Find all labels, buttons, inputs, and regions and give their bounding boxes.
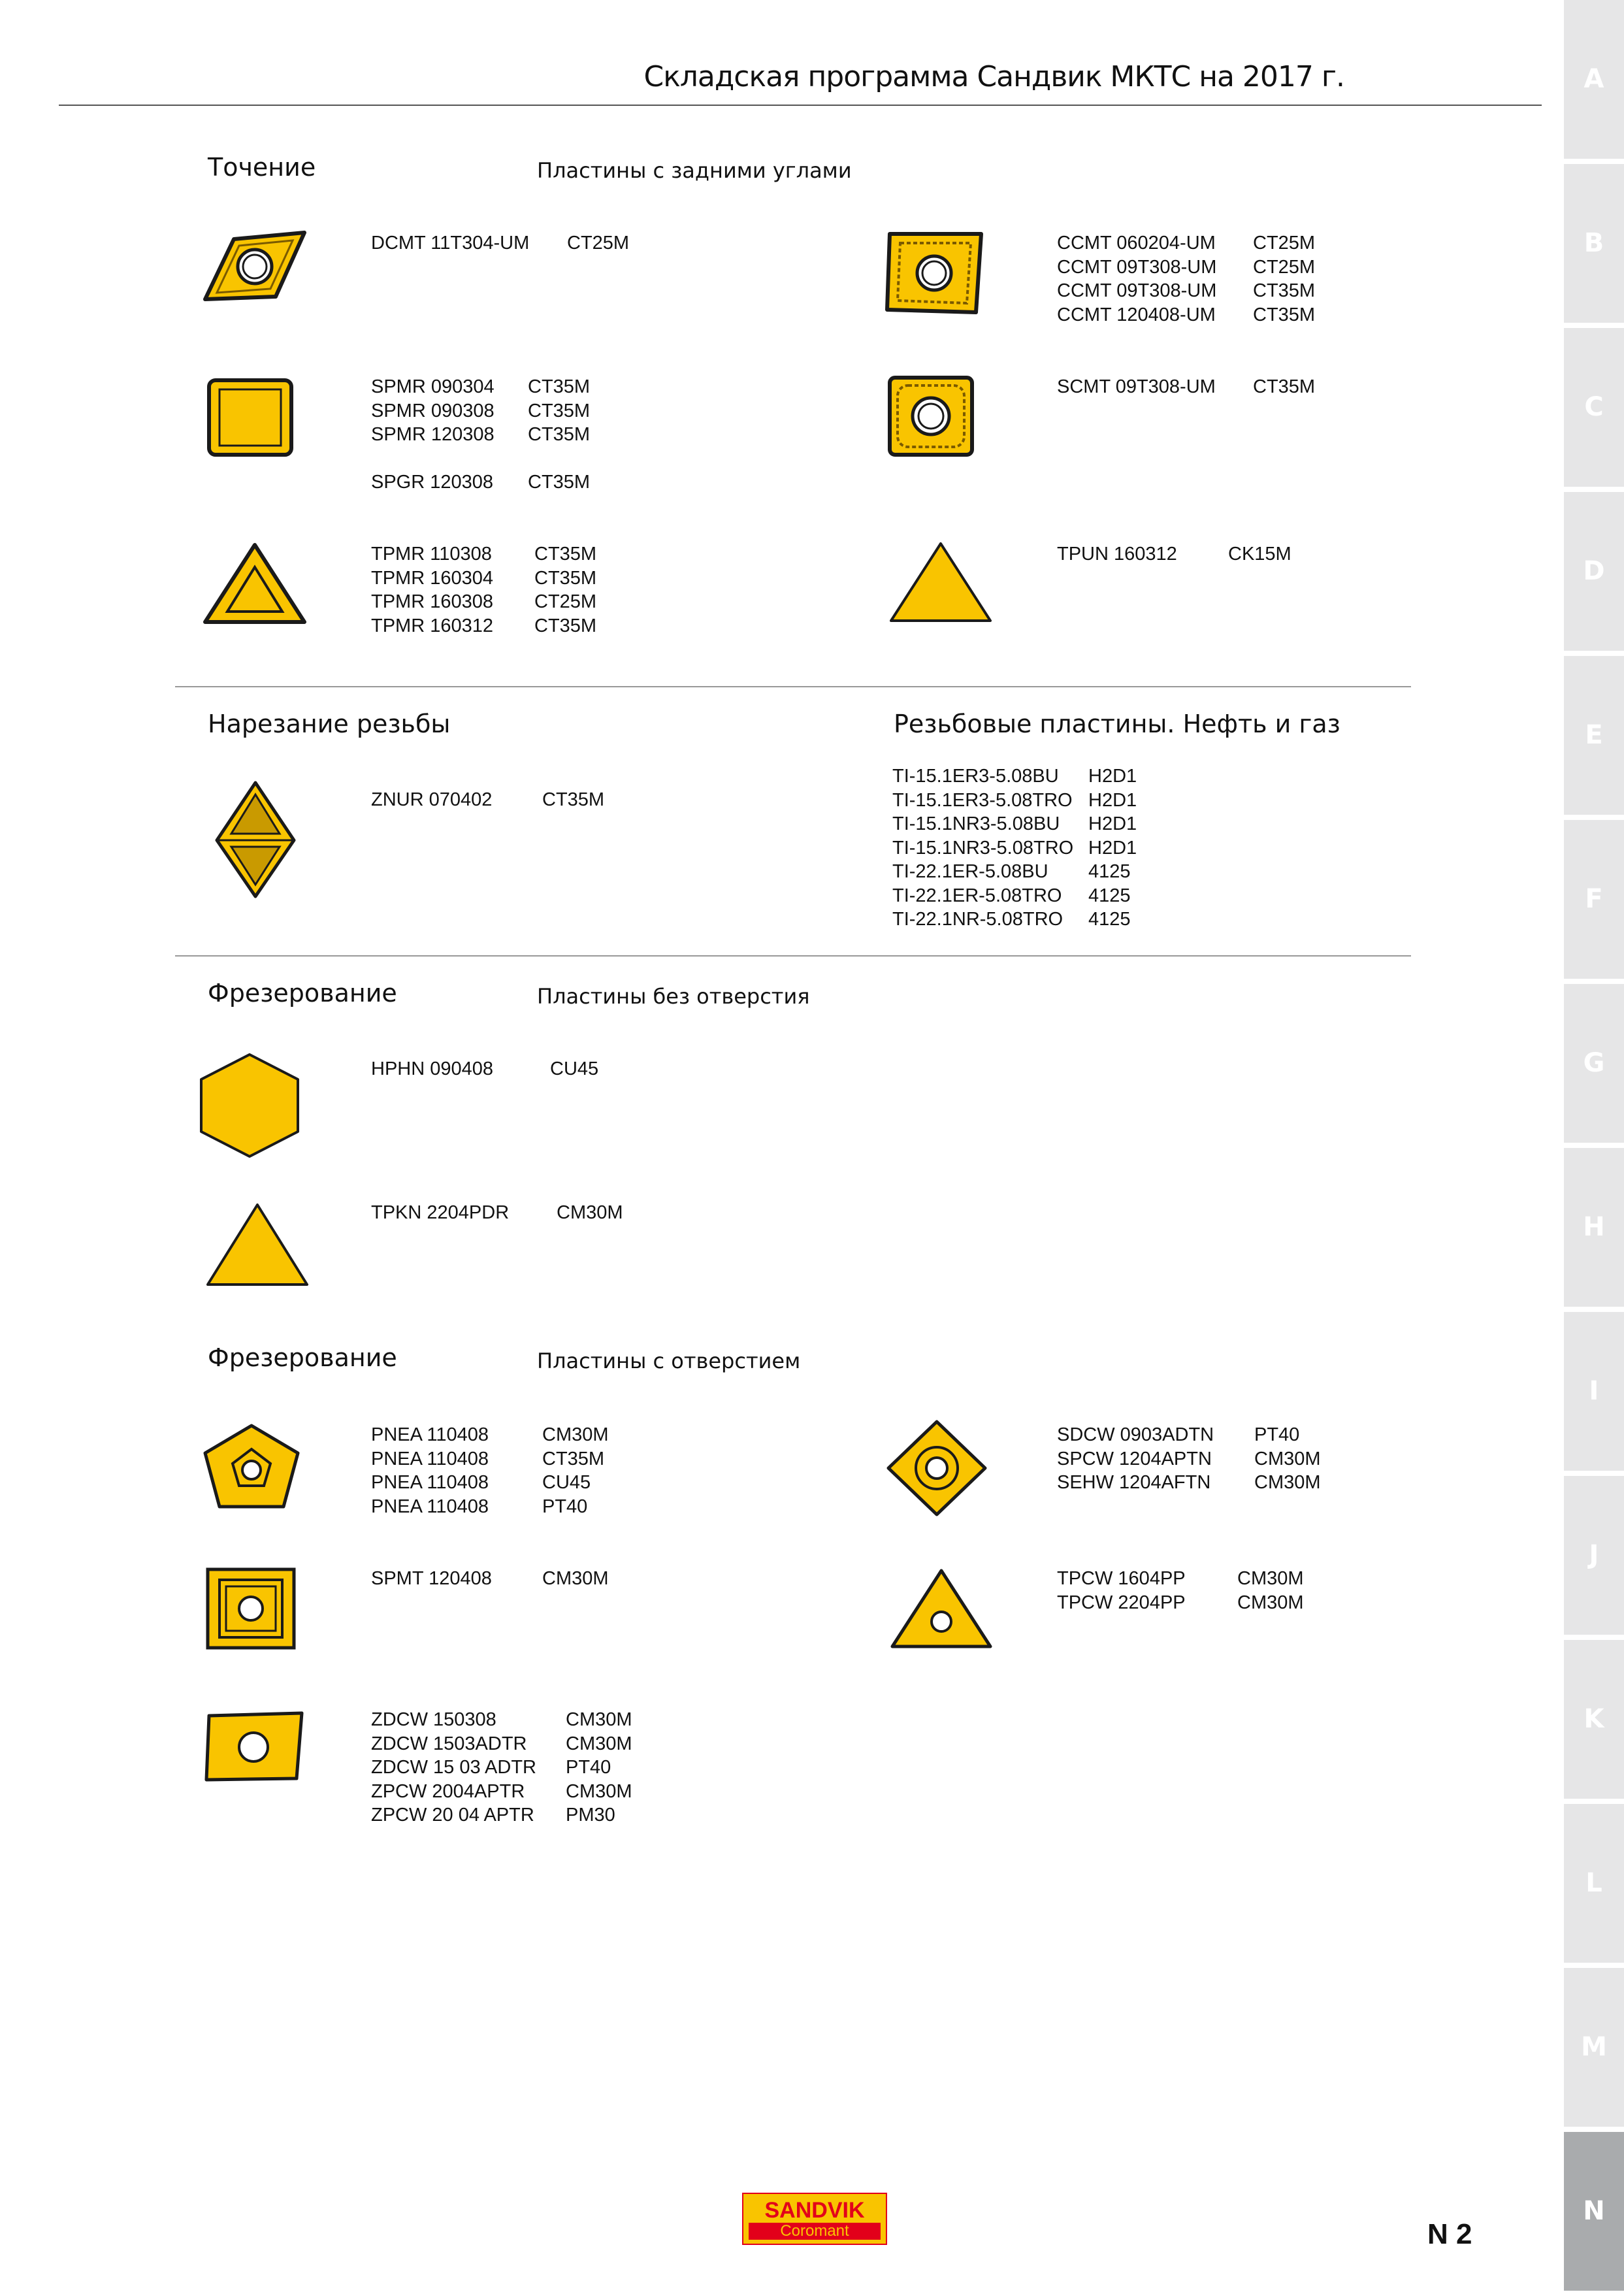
insert-code: TPUN 160312 — [1057, 544, 1177, 565]
insert-code: TI-15.1ER3-5.08BU — [892, 766, 1059, 787]
insert-grade: 4125 — [1088, 861, 1131, 882]
insert-row — [371, 1803, 632, 1827]
insert-grade: H2D1 — [1088, 766, 1137, 787]
insert-grade: CT35M — [1253, 280, 1316, 301]
insert-code: ZNUR 070402 — [371, 789, 493, 810]
insert-grade: 4125 — [1088, 909, 1131, 930]
insert-code: SPCW 1204APTN — [1057, 1448, 1212, 1469]
hphn-insert-image — [199, 1052, 300, 1159]
insert-code: CCMT 09T308-UM — [1057, 280, 1217, 301]
insert-grade: PT40 — [1254, 1424, 1300, 1445]
tpkn-insert-image — [205, 1201, 310, 1290]
insert-grade: CK15M — [1228, 544, 1291, 565]
pnea-insert-image — [203, 1423, 300, 1511]
insert-grade: CT35M — [528, 400, 591, 421]
page-header-title: Складская программа Сандвик МКТС на 2017 г. — [643, 60, 1344, 93]
insert-row — [371, 1057, 598, 1081]
insert-code: SPMR 090308 — [371, 400, 495, 421]
insert-code: PNEA 110408 — [371, 1472, 489, 1493]
insert-grade: CT35M — [542, 789, 605, 810]
insert-grade: CT25M — [1253, 256, 1316, 278]
insert-grade: CT35M — [528, 472, 591, 493]
side-tab-b[interactable]: B — [1564, 164, 1624, 323]
insert-row — [1057, 1567, 1304, 1591]
insert-grade: CM30M — [1254, 1472, 1321, 1493]
spmt-insert-image — [205, 1567, 297, 1650]
sdcw-insert-image — [886, 1419, 988, 1517]
insert-row — [371, 399, 590, 423]
insert-grade: PM30 — [566, 1805, 615, 1825]
insert-row — [371, 590, 596, 614]
insert-grade: CM30M — [1254, 1448, 1321, 1469]
insert-code: ZPCW 2004APTR — [371, 1780, 525, 1802]
insert-row — [371, 1201, 623, 1225]
tpcw-insert-image — [890, 1567, 993, 1650]
insert-row — [371, 470, 590, 495]
insert-code: PNEA 110408 — [371, 1496, 489, 1517]
insert-list-dcmt — [371, 231, 629, 255]
insert-row — [892, 789, 1137, 813]
insert-grade: CT25M — [534, 591, 597, 612]
insert-code: TPMR 160308 — [371, 591, 493, 612]
insert-code: TPCW 1604PP — [1057, 1568, 1186, 1589]
insert-grade: CT35M — [534, 567, 597, 589]
insert-row — [1057, 255, 1315, 280]
insert-code: HPHN 090408 — [371, 1058, 493, 1079]
insert-code: ZDCW 15 03 ADTR — [371, 1757, 536, 1778]
insert-code: SPMR 120308 — [371, 424, 495, 445]
side-tab-m[interactable]: M — [1564, 1968, 1624, 2127]
insert-code: TI-22.1NR-5.08TRO — [892, 909, 1064, 930]
insert-code: CCMT 120408-UM — [1057, 304, 1216, 325]
insert-grade: CU45 — [542, 1472, 591, 1493]
insert-list-ccmt — [1057, 231, 1315, 327]
insert-grade: CT25M — [567, 233, 630, 254]
insert-grade: CM30M — [566, 1733, 632, 1754]
insert-grade: CT35M — [1253, 304, 1316, 325]
side-tab-strip — [1564, 0, 1624, 2292]
insert-row — [892, 812, 1137, 836]
insert-grade: 4125 — [1088, 885, 1131, 906]
insert-list-tpcw — [1057, 1567, 1304, 1614]
side-tab-j[interactable]: J — [1564, 1476, 1624, 1635]
section-divider — [175, 955, 1411, 957]
insert-code: TI-22.1ER-5.08BU — [892, 861, 1048, 882]
insert-grade: CM30M — [566, 1709, 632, 1730]
insert-grade: CT35M — [1253, 376, 1316, 397]
side-tab-l[interactable]: L — [1564, 1804, 1624, 1963]
side-tab-a[interactable]: A — [1564, 0, 1624, 159]
insert-row — [371, 1708, 632, 1732]
insert-row — [1057, 542, 1291, 566]
insert-code: TPCW 2204PP — [1057, 1592, 1186, 1613]
insert-list-tpkn — [371, 1201, 623, 1225]
insert-list-hphn — [371, 1057, 598, 1081]
side-tab-k[interactable]: K — [1564, 1640, 1624, 1799]
insert-list-scmt — [1057, 375, 1315, 399]
header-rule — [59, 105, 1542, 106]
insert-grade: CT35M — [542, 1448, 605, 1469]
insert-grade: PT40 — [542, 1496, 588, 1517]
insert-row — [1057, 231, 1315, 255]
side-tab-n[interactable]: N — [1564, 2132, 1624, 2291]
insert-grade: CU45 — [550, 1058, 599, 1079]
insert-grade: CT35M — [528, 424, 591, 445]
side-tab-h[interactable]: H — [1564, 1148, 1624, 1307]
zdcw-insert-image — [204, 1711, 306, 1784]
insert-list-tpun — [1057, 542, 1291, 566]
insert-code: TI-15.1ER3-5.08TRO — [892, 789, 1073, 811]
znur-insert-image — [214, 780, 297, 899]
insert-row — [1057, 279, 1315, 303]
insert-code: ZDCW 150308 — [371, 1709, 496, 1730]
insert-row — [371, 1756, 632, 1780]
insert-code: SPMR 090304 — [371, 376, 495, 397]
insert-list-sdcw — [1057, 1423, 1321, 1495]
svg-text:Coromant: Coromant — [780, 2222, 849, 2240]
insert-code: TPMR 160304 — [371, 567, 493, 589]
insert-row — [371, 566, 596, 591]
insert-row — [892, 884, 1137, 908]
tpun-insert-image — [888, 540, 993, 626]
insert-code: TI-15.1NR3-5.08BU — [892, 813, 1060, 834]
insert-grade: CT35M — [528, 376, 591, 397]
insert-grade: CT35M — [534, 615, 597, 636]
insert-list-zdcw — [371, 1708, 632, 1827]
insert-row — [371, 1471, 609, 1495]
insert-code: SEHW 1204AFTN — [1057, 1472, 1211, 1493]
insert-row — [371, 1567, 609, 1591]
insert-row — [371, 423, 590, 447]
tpmr-insert-image — [203, 541, 307, 627]
insert-code: CCMT 060204-UM — [1057, 233, 1216, 254]
side-tab-f[interactable]: F — [1564, 820, 1624, 979]
ccmt-insert-image — [886, 231, 984, 315]
insert-row — [892, 836, 1137, 860]
insert-code: SPMT 120408 — [371, 1568, 492, 1589]
insert-row — [371, 1732, 632, 1756]
insert-row — [371, 1447, 609, 1471]
insert-grade: CM30M — [557, 1202, 623, 1223]
insert-code: DCMT 11T304-UM — [371, 233, 530, 254]
side-tab-e[interactable]: E — [1564, 656, 1624, 815]
insert-list-spmt — [371, 1567, 609, 1591]
insert-row — [1057, 1447, 1321, 1471]
sandvik-coromant-logo — [742, 2193, 887, 2245]
insert-grade: H2D1 — [1088, 789, 1137, 811]
scmt-insert-image — [887, 375, 975, 457]
insert-code: TPMR 160312 — [371, 615, 493, 636]
section-title-turning: Точение — [208, 153, 316, 182]
insert-grade: CM30M — [542, 1424, 609, 1445]
svg-text:SANDVIK: SANDVIK — [764, 2198, 865, 2223]
insert-code: TPMR 110308 — [371, 544, 492, 565]
insert-row — [371, 1780, 632, 1804]
side-tab-i[interactable]: I — [1564, 1312, 1624, 1471]
spmr-insert-image — [206, 378, 294, 457]
insert-code: PNEA 110408 — [371, 1448, 489, 1469]
insert-code: TPKN 2204PDR — [371, 1202, 510, 1223]
insert-row — [371, 231, 629, 255]
insert-row — [371, 375, 590, 399]
insert-grade: H2D1 — [1088, 813, 1137, 834]
insert-list-ti — [892, 764, 1137, 932]
insert-list-pnea — [371, 1423, 609, 1518]
insert-list-znur — [371, 788, 604, 812]
insert-grade: CT25M — [1253, 233, 1316, 254]
insert-row — [1057, 1591, 1304, 1615]
insert-row — [1057, 1471, 1321, 1495]
insert-code: PNEA 110408 — [371, 1424, 489, 1445]
insert-list-spmr — [371, 375, 590, 447]
insert-row — [371, 1495, 609, 1519]
insert-row — [1057, 1423, 1321, 1447]
insert-code: SCMT 09T308-UM — [1057, 376, 1216, 397]
dcmt-insert-image — [203, 229, 307, 307]
insert-row — [892, 764, 1137, 789]
insert-code: ZDCW 1503ADTR — [371, 1733, 527, 1754]
insert-list-spgr — [371, 470, 590, 495]
insert-grade: CT35M — [534, 544, 597, 565]
section-subtitle-threading: Резьбовые пластины. Нефть и газ — [894, 710, 1340, 738]
insert-grade: CM30M — [1237, 1592, 1304, 1613]
insert-grade: PT40 — [566, 1757, 611, 1778]
section-divider — [175, 686, 1411, 687]
insert-code: TI-15.1NR3-5.08TRO — [892, 837, 1074, 859]
section-title-milling-no-hole: Фрезерование — [208, 979, 397, 1007]
insert-code: ZPCW 20 04 APTR — [371, 1805, 534, 1825]
insert-grade: CM30M — [1237, 1568, 1304, 1589]
insert-row — [1057, 375, 1315, 399]
side-tab-c[interactable]: C — [1564, 328, 1624, 487]
insert-row — [371, 614, 596, 638]
section-title-milling-with-hole: Фрезерование — [208, 1343, 397, 1372]
section-subtitle-milling-no-hole: Пластины без отверстия — [537, 984, 810, 1009]
page-number: N 2 — [1427, 2218, 1472, 2250]
side-tab-g[interactable]: G — [1564, 984, 1624, 1143]
insert-row — [892, 860, 1137, 884]
section-title-threading: Нарезание резьбы — [208, 710, 451, 738]
insert-code: CCMT 09T308-UM — [1057, 256, 1217, 278]
insert-row — [1057, 303, 1315, 327]
insert-grade: CM30M — [566, 1780, 632, 1802]
insert-row — [371, 1423, 609, 1447]
insert-row — [371, 542, 596, 566]
insert-grade: H2D1 — [1088, 837, 1137, 859]
insert-grade: CM30M — [542, 1568, 609, 1589]
insert-row — [371, 788, 604, 812]
side-tab-d[interactable]: D — [1564, 492, 1624, 651]
insert-code: TI-22.1ER-5.08TRO — [892, 885, 1062, 906]
insert-code: SDCW 0903ADTN — [1057, 1424, 1214, 1445]
insert-list-tpmr — [371, 542, 596, 638]
insert-code: SPGR 120308 — [371, 472, 494, 493]
section-subtitle-turning: Пластины с задними углами — [537, 158, 852, 183]
insert-row — [892, 908, 1137, 932]
section-subtitle-milling-with-hole: Пластины с отверстием — [537, 1349, 801, 1373]
